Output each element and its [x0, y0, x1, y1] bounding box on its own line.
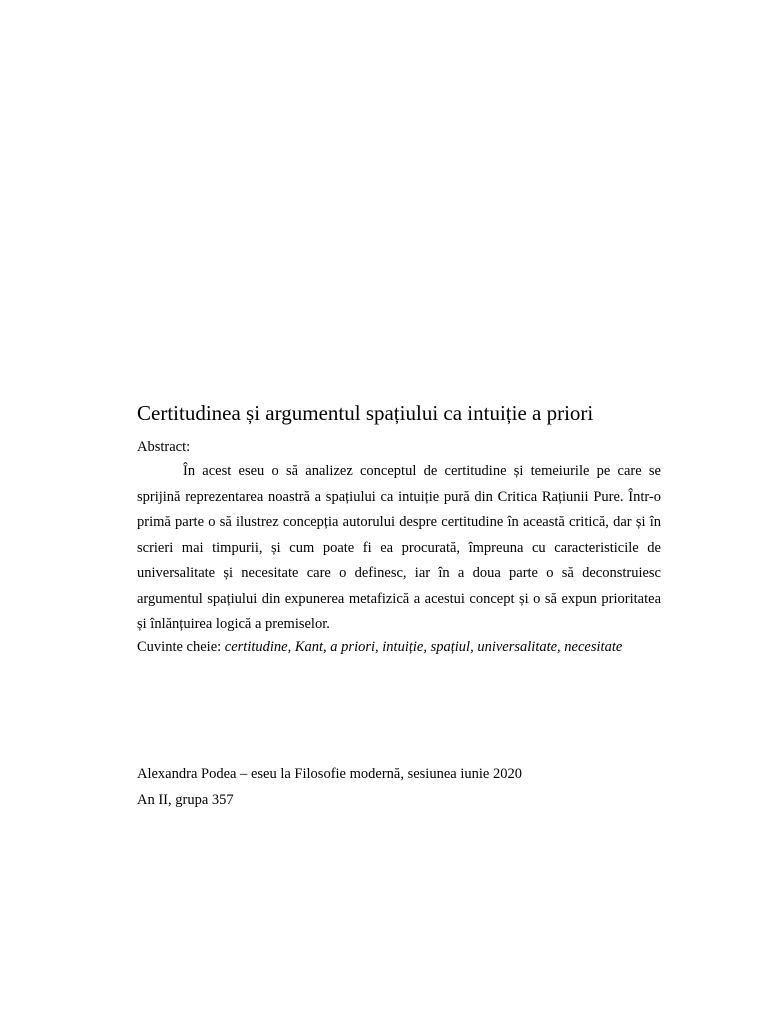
- abstract-paragraph: [137, 459, 661, 638]
- keywords-values: certitudine, Kant, a priori, intuiție, spațiul, universalitate, necesitate: [224, 639, 623, 655]
- abstract-label: Abstract:: [137, 439, 191, 455]
- document-title: Certitudinea și argumentul spațiului ca intuiție a priori: [137, 401, 594, 425]
- keywords-line: [137, 636, 622, 658]
- author-line: Alexandra Podea – eseu la Filosofie modernă, sesiunea iunie 2020: [137, 766, 522, 782]
- group-line: An II, grupa 357: [137, 792, 234, 808]
- keywords-label: Cuvinte cheie:: [137, 639, 225, 655]
- abstract-text: În acest eseu o să analizez conceptul de certitudine și temeiurile pe care se sprijină reprezentarea noastră a spațiului ca intuiție pură din Critica Rațiunii Pure. Într-o primă parte o să ilustrez concepția autorului despre certitudine în această critică, dar și în scrieri mai timpurii, și cum poate fi ea procurată, împreuna cu caracteristicile de universalitate și necesitate care o definesc, iar în a doua parte o să deconstruiesc argumentul spațiului din expunerea metafizică a acestui concept și o să expun prioritatea și înlănțuirea logică a premiselor.: [137, 463, 661, 632]
